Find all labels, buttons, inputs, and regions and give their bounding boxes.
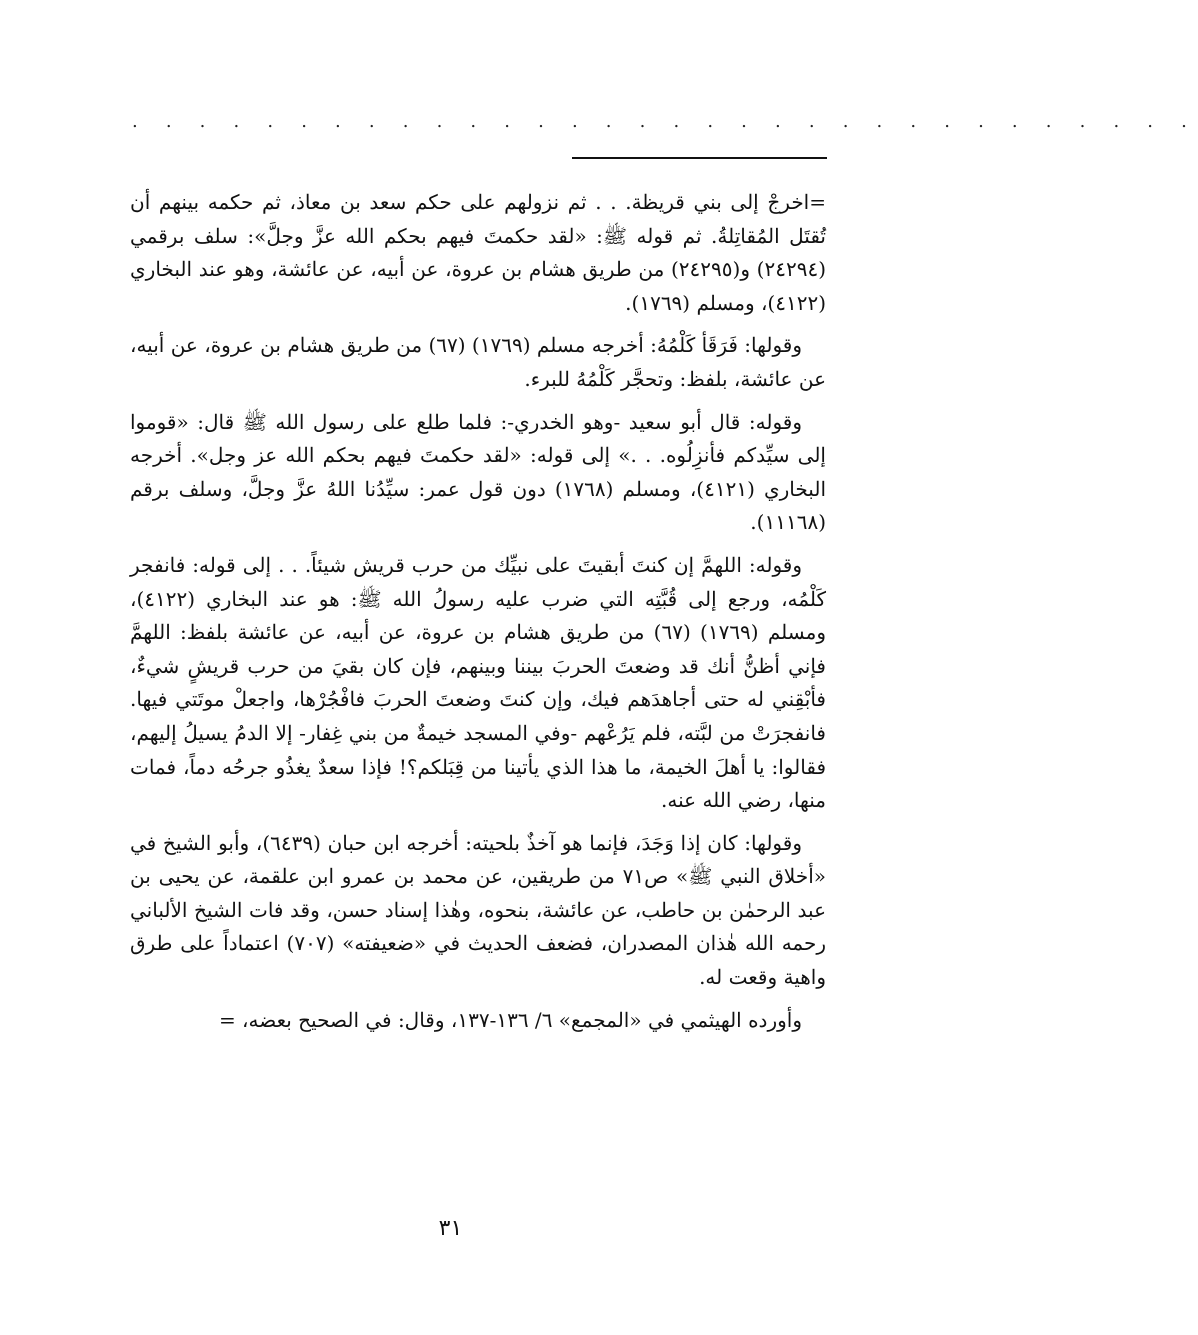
footnote-rule bbox=[572, 157, 827, 159]
paragraph-1: =اخرجْ إلى بني قريظة. . . ثم نزولهم على حكم سعد بن معاذ، ثم حكمه بينهم أن تُقتَل المُقاتِلةُ. ثم قوله ﷺ: «لقد حكمتَ فيهم بحكم الله عزَّ وجلَّ»: سلف برقمي (٢٤٢٩٤) و(٢٤٢٩٥) من طريق هشام بن عروة، عن أبيه، عن عائشة، وهو عند البخاري (٤١٢٢)، ومسلم (١٧٦٩). bbox=[130, 190, 827, 315]
dotted-separator: . . . . . . . . . . . . . . . . . . . . . . . . . . . . . . . . bbox=[132, 111, 1198, 132]
paragraph-3: وقوله: قال أبو سعيد -وهو الخدري-: فلما طلع على رسول الله ﷺ قال: «قوموا إلى سيِّدكم فأنزِلُوه. . .» إلى قوله: «لقد حكمتَ فيهم بحكم الله عز وجل». أخرجه البخاري (٤١٢١)، ومسلم (١٧٦٨) دون قول عمر: سيِّدُنا اللهُ عزَّ وجلَّ، وسلف برقم (١١١٦٨). bbox=[130, 409, 826, 535]
paragraph-6: وأورده الهيثمي في «المجمع» ٦/ ١٣٦-١٣٧، وقال: في الصحيح بعضه، = bbox=[218, 1007, 802, 1032]
page-number: ٣١ bbox=[438, 1216, 463, 1241]
paragraph-2: وقولها: فَرَقَأ كَلْمُهُ: أخرجه مسلم (١٧٦٩) (٦٧) من طريق هشام بن عروة، عن أبيه، عن عائشة، بلفظ: وتحجَّر كَلْمُهُ للبرء. bbox=[130, 333, 826, 391]
paragraph-5: وقولها: كان إذا وَجَدَ، فإنما هو آخذٌ بلحيته: أخرجه ابن حبان (٦٤٣٩)، وأبو الشيخ في «أخلاق النبي ﷺ» ص٧١ من طريقين، عن محمد بن عمرو ابن علقمة، عن يحيى بن عبد الرحمٰن بن حاطب، عن عائشة، بنحوه، وهٰذا إسناد حسن، وقد فات الشيخ الألباني رحمه الله هٰذان المصدران، فضعف الحديث في «ضعيفته» (٧٠٧) اعتماداً على طرق واهية وقعت له. bbox=[130, 830, 826, 990]
footnote-text bbox=[130, 186, 826, 1046]
paragraph-4: وقوله: اللهمَّ إن كنتَ أبقيتَ على نبيِّك من حرب قريش شيئاً. . . إلى قوله: فانفجر كَلْمُه، ورجع إلى قُبَّتِه التي ضرب عليه رسولُ الله ﷺ: هو عند البخاري (٤١٢٢)، ومسلم (١٧٦٩) (٦٧) من طريق هشام بن عروة، عن أبيه، عن عائشة بلفظ: اللهمَّ فإني أظنُّ أنك قد وضعتَ الحربَ بيننا وبينهم، فإن كان بقيَ من حرب قريشٍ شيءٌ، فأبْقِني له حتى أجاهدَهم فيك، وإن كنتَ وضعتَ الحربَ فافْجُرْها، واجعلْ موتَتي فيها. فانفجرَتْ من لبَّته، فلم يَرُعْهم -وفي المسجد خيمةٌ من بني غِفار- إلا الدمُ يسيلُ إليهم، فقالوا: يا أهلَ الخيمة، ما هذا الذي يأتينا من قِبَلكم؟! فإذا سعدٌ يغذُو جرحُه دماً، فمات منها، رضي الله عنه. bbox=[130, 552, 827, 813]
